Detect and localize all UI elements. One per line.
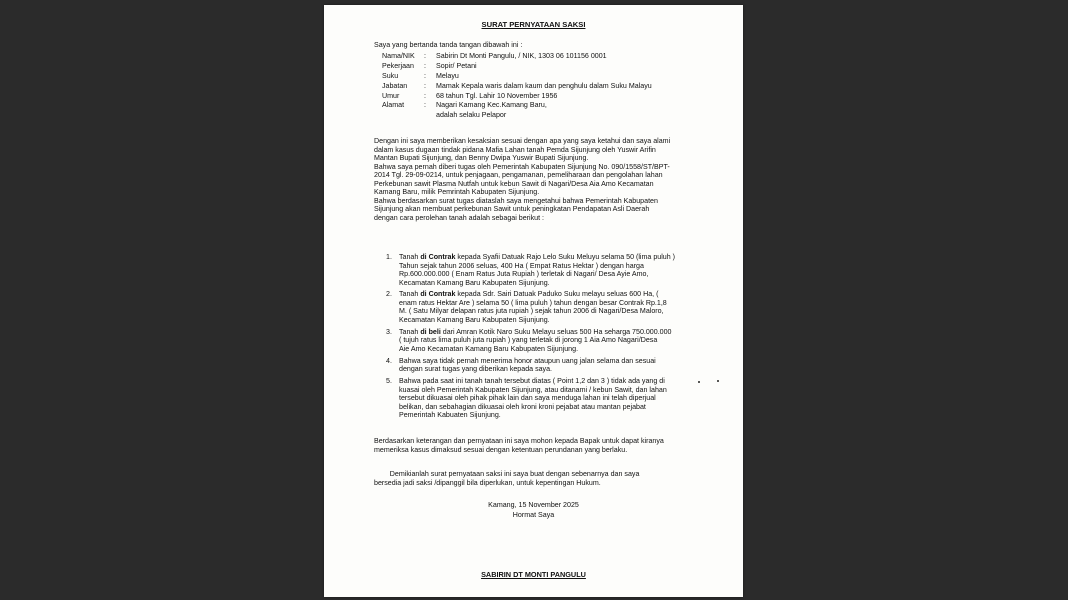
paragraph-line: Bahwa berdasarkan surat tugas diataslah saya mengetahui bahwa Pemerintah Kabupaten [374, 196, 658, 205]
emphasis: di Contrak [420, 253, 456, 261]
list-item: 4. Bahwa saya tidak pernah menerima honor ataupun uang jalan selama dan sesuai dengan surat tugas yang diberikan kepada saya. [386, 356, 656, 374]
identity-row: Jabatan : Mamak Kepala waris dalam kaum dan penghulu dalam Suku Malayu [382, 81, 652, 90]
identity-row: Umur : 68 tahun Tgl. Lahir 10 November 1956 [382, 91, 558, 100]
intro-line: Saya yang bertanda tanda tangan dibawah ini : [374, 41, 523, 49]
identity-row: Pekerjaan : Sopir/ Petani [382, 61, 477, 70]
list-number: 2. [386, 290, 392, 299]
paragraph-line: Perkebunan sawit Plasma Nutfah untuk kebun Sawit di Nagari/Desa Aia Amo Kecamatan [374, 179, 654, 188]
numbered-list [386, 253, 722, 423]
identity-key: Pekerjaan [382, 61, 414, 70]
paragraph-line: dengan cara perolehan tanah adalah sebagai berikut : [374, 213, 544, 222]
identity-value: Sabirin Dt Monti Pangulu, / NIK, 1303 06 101156 0001 [436, 52, 607, 60]
paragraph-line: 2014 Tgl. 29-09-0214, untuk penjagaan, pengamanan, pemeliharaan dan pengolahan lahan [374, 171, 663, 179]
list-item: 1. Tanah di Contrak kepada Syafii Datuak Rajo Lelo Suku Meluyu selama 50 (lima puluh ) Tahun sejak tahun 2006 seluas, 400 Ha ( Empat Ratus Hektar ) dengan harga Rp.600.000.000 ( Enam Ratus Juta Rupiah ) terletak di Nagari/ Desa Ayie Amo, Kecamatan Kamang Baru Kabupaten Sijunjung. [386, 253, 676, 287]
document-page [324, 5, 743, 597]
signature-name: SABIRIN DT MONTI PANGULU [481, 570, 586, 579]
identity-value: Nagari Kamang Kec.Kamang Baru, [436, 101, 547, 110]
emphasis: di Contrak [420, 290, 456, 299]
list-number: 5. [386, 377, 392, 386]
list-item: 3. Tanah di beli dari Amran Kotik Naro Suku Melayu seluas 500 Ha seharga 750.000.000 ( tujuh ratus lima puluh juta rupiah ) yang terletak di jorong 1 Aia Amo Nagari/Desa Aie Amo Kecamatan Kamang Baru Kabupaten Sijunjung. [386, 327, 672, 353]
identity-value: Melayu [436, 71, 459, 80]
identity-value: Sopir/ Petani [436, 61, 477, 70]
identity-key: Jabatan [382, 81, 408, 90]
final-paragraph: Demikianlah surat pernyataan saksi ini saya buat dengan sebenarnya dan saya bersedia jadi saksi /dipanggil bila diperlukan, untuk kepentingan Hukum. [374, 470, 640, 487]
identity-row [382, 111, 652, 121]
identity-value: Mamak Kepala waris dalam kaum dan penghulu dalam Suku Malayu [436, 81, 652, 90]
paragraph-line: Sijunjung akan membuat perkebunan Sawit untuk peningkatan Pendapatan Asli Daerah [374, 205, 650, 213]
closing-paragraph: Berdasarkan keterangan dan pernyataan ini saya mohon kepada Bapak untuk dapat kiranya memeriksa kasus dimaksud sesuai dengan ketentuan perundanan yang berlaku. [374, 437, 664, 454]
paragraph-line: Bahwa saya pernah diberi tugas oleh Pemerintah Kabupaten Sijunjung No. 090/1558/ST/BPT- [374, 162, 670, 171]
paragraph-line: Kamang Baru, milik Pemrintah Kabupaten Sijunjung. [374, 188, 540, 196]
identity-table [382, 52, 652, 121]
identity-row: Nama/NIK : Sabirin Dt Monti Pangulu, / NIK, 1303 06 101156 0001 [382, 52, 607, 60]
identity-key: Nama/NIK [382, 52, 415, 60]
statement-paragraph [374, 137, 722, 222]
identity-key: Suku [382, 71, 399, 80]
identity-key: Alamat [382, 101, 405, 110]
scan-speck [698, 381, 700, 383]
identity-value: adalah selaku Pelapor [436, 111, 507, 120]
list-number: 1. [386, 253, 392, 261]
place-date: Kamang, 15 November 2025 [488, 501, 579, 509]
scan-speck [717, 380, 719, 382]
emphasis: di beli [420, 327, 441, 336]
identity-key: Umur [382, 91, 400, 100]
paragraph-line: Dengan ini saya memberikan kesaksian sesuai dengan apa yang saya ketahui dan saya alami [374, 137, 671, 145]
regards: Hormat Saya [512, 511, 555, 519]
list-item: 5. Bahwa pada saat ini tanah tanah tersebut diatas ( Point 1,2 dan 3 ) tidak ada yang di kuasai oleh Pemerintah Kabupaten Sijunjung, atau ditanami / kebun Sawit, dan lahan tersebut dikuasai oleh pihak pihak lain dan saya menduga lahan ini telah diperjual belikan, dan sebahagian dikuasai oleh kroni kroni pejabat atau mantan pejabat Pemerintah Kabuaten Sijunjung. [386, 377, 667, 420]
paragraph-line: Mantan Bupati Sijunjung, dan Benny Dwipa Yuswir Bupati Sijunjung. [374, 154, 589, 162]
list-number: 4. [386, 356, 392, 365]
identity-row: Alamat : Nagari Kamang Kec.Kamang Baru, [382, 101, 547, 110]
document-title: SURAT PERNYATAAN SAKSI [481, 20, 586, 29]
list-number: 3. [386, 327, 392, 336]
paragraph-line: dalam kasus dugaan tindak pidana Mafia Lahan tanah Pemda Sijunjung oleh Yuswir Arifin [374, 145, 656, 154]
identity-key [382, 111, 424, 121]
list-item: 2. Tanah di Contrak kepada Sdr. Sairi Datuak Paduko Suku melayu seluas 600 Ha, ( enam ratus Hektar Are ) selama 50 ( lima puluh ) tahun dengan besar Contrak Rp.1,8 M. ( Satu Milyar delapan ratus juta rupiah ) sejak tahun 2006 di Nagari/Desa Maloro, Kecamatan Kamang Baru Kabupaten Sijunjung. [386, 290, 667, 324]
identity-row: Suku : Melayu [382, 71, 459, 80]
identity-value: 68 tahun Tgl. Lahir 10 November 1956 [436, 91, 558, 100]
